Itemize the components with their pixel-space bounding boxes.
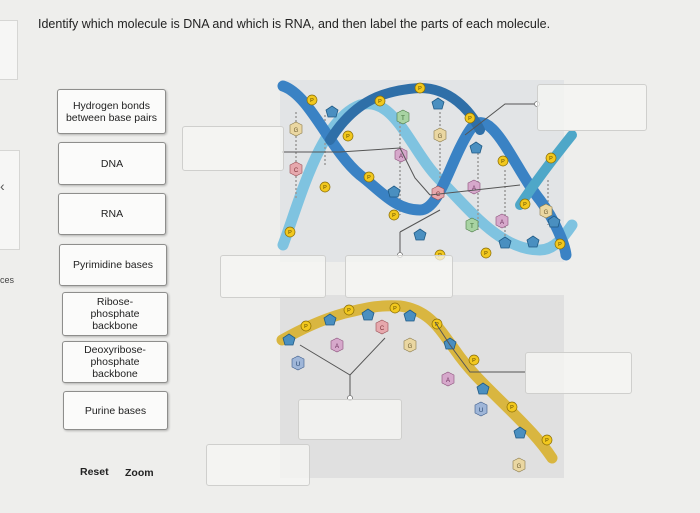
svg-text:P: P xyxy=(545,438,549,444)
svg-text:P: P xyxy=(558,242,562,248)
label-pyrimidine-bases[interactable]: Pyrimidine bases xyxy=(59,244,167,286)
side-back-arrow-icon[interactable]: ‹ xyxy=(0,178,5,194)
svg-text:P: P xyxy=(472,358,476,364)
svg-text:P: P xyxy=(367,175,371,181)
drop-target-3[interactable] xyxy=(220,255,326,298)
svg-text:P: P xyxy=(501,159,505,165)
svg-text:P: P xyxy=(347,308,351,314)
svg-text:P: P xyxy=(392,213,396,219)
label-dna[interactable]: DNA xyxy=(58,142,166,185)
drop-target-5[interactable] xyxy=(298,399,402,440)
svg-text:P: P xyxy=(418,86,422,92)
svg-text:P: P xyxy=(549,156,553,162)
svg-text:U: U xyxy=(295,362,301,368)
svg-text:T: T xyxy=(470,224,474,230)
svg-text:P: P xyxy=(323,185,327,191)
svg-text:P: P xyxy=(468,116,472,122)
svg-text:P: P xyxy=(510,405,514,411)
dna-backbone-strand-right xyxy=(520,135,572,205)
svg-text:G: G xyxy=(407,344,413,350)
label-ribose-phosphate-backbone[interactable]: Ribose-phosphate backbone xyxy=(62,292,168,336)
question-prompt: Identify which molecule is DNA and which is RNA, and then label the parts of each molecule. xyxy=(38,17,551,31)
svg-text:G: G xyxy=(516,464,522,470)
label-deoxyribose-phosphate-backbone[interactable]: Deoxyribose-phosphate backbone xyxy=(62,341,168,383)
svg-text:A: A xyxy=(398,154,404,160)
svg-text:G: G xyxy=(543,210,549,216)
svg-text:C: C xyxy=(293,168,299,174)
svg-text:U: U xyxy=(478,408,484,414)
label-rna[interactable]: RNA xyxy=(58,193,166,235)
drop-target-7[interactable] xyxy=(206,444,310,486)
svg-text:A: A xyxy=(499,220,505,226)
drop-target-1[interactable] xyxy=(182,126,284,171)
svg-text:P: P xyxy=(435,322,439,328)
label-hydrogen-bonds[interactable]: Hydrogen bonds between base pairs xyxy=(57,89,166,134)
svg-text:C: C xyxy=(379,326,385,332)
drop-target-6[interactable] xyxy=(525,352,632,394)
svg-text:G: G xyxy=(437,134,443,140)
svg-text:C: C xyxy=(435,192,441,198)
svg-text:P: P xyxy=(304,324,308,330)
dna-backbone-strand-front xyxy=(283,86,566,255)
svg-text:P: P xyxy=(393,306,397,312)
svg-text:P: P xyxy=(484,251,488,257)
svg-text:P: P xyxy=(378,99,382,105)
label-purine-bases[interactable]: Purine bases xyxy=(63,391,168,430)
drop-target-2[interactable] xyxy=(537,84,647,131)
svg-text:P: P xyxy=(523,202,527,208)
svg-text:P: P xyxy=(346,134,350,140)
svg-text:P: P xyxy=(310,98,314,104)
svg-text:T: T xyxy=(401,116,405,122)
zoom-button[interactable]: Zoom xyxy=(125,467,154,479)
svg-text:A: A xyxy=(445,378,451,384)
side-tab-label: ces xyxy=(0,275,15,285)
reset-button[interactable]: Reset xyxy=(80,466,109,478)
svg-text:A: A xyxy=(471,186,477,192)
drop-target-4[interactable] xyxy=(345,255,453,298)
svg-text:A: A xyxy=(334,344,340,350)
svg-text:P: P xyxy=(288,230,292,236)
svg-text:G: G xyxy=(293,128,299,134)
